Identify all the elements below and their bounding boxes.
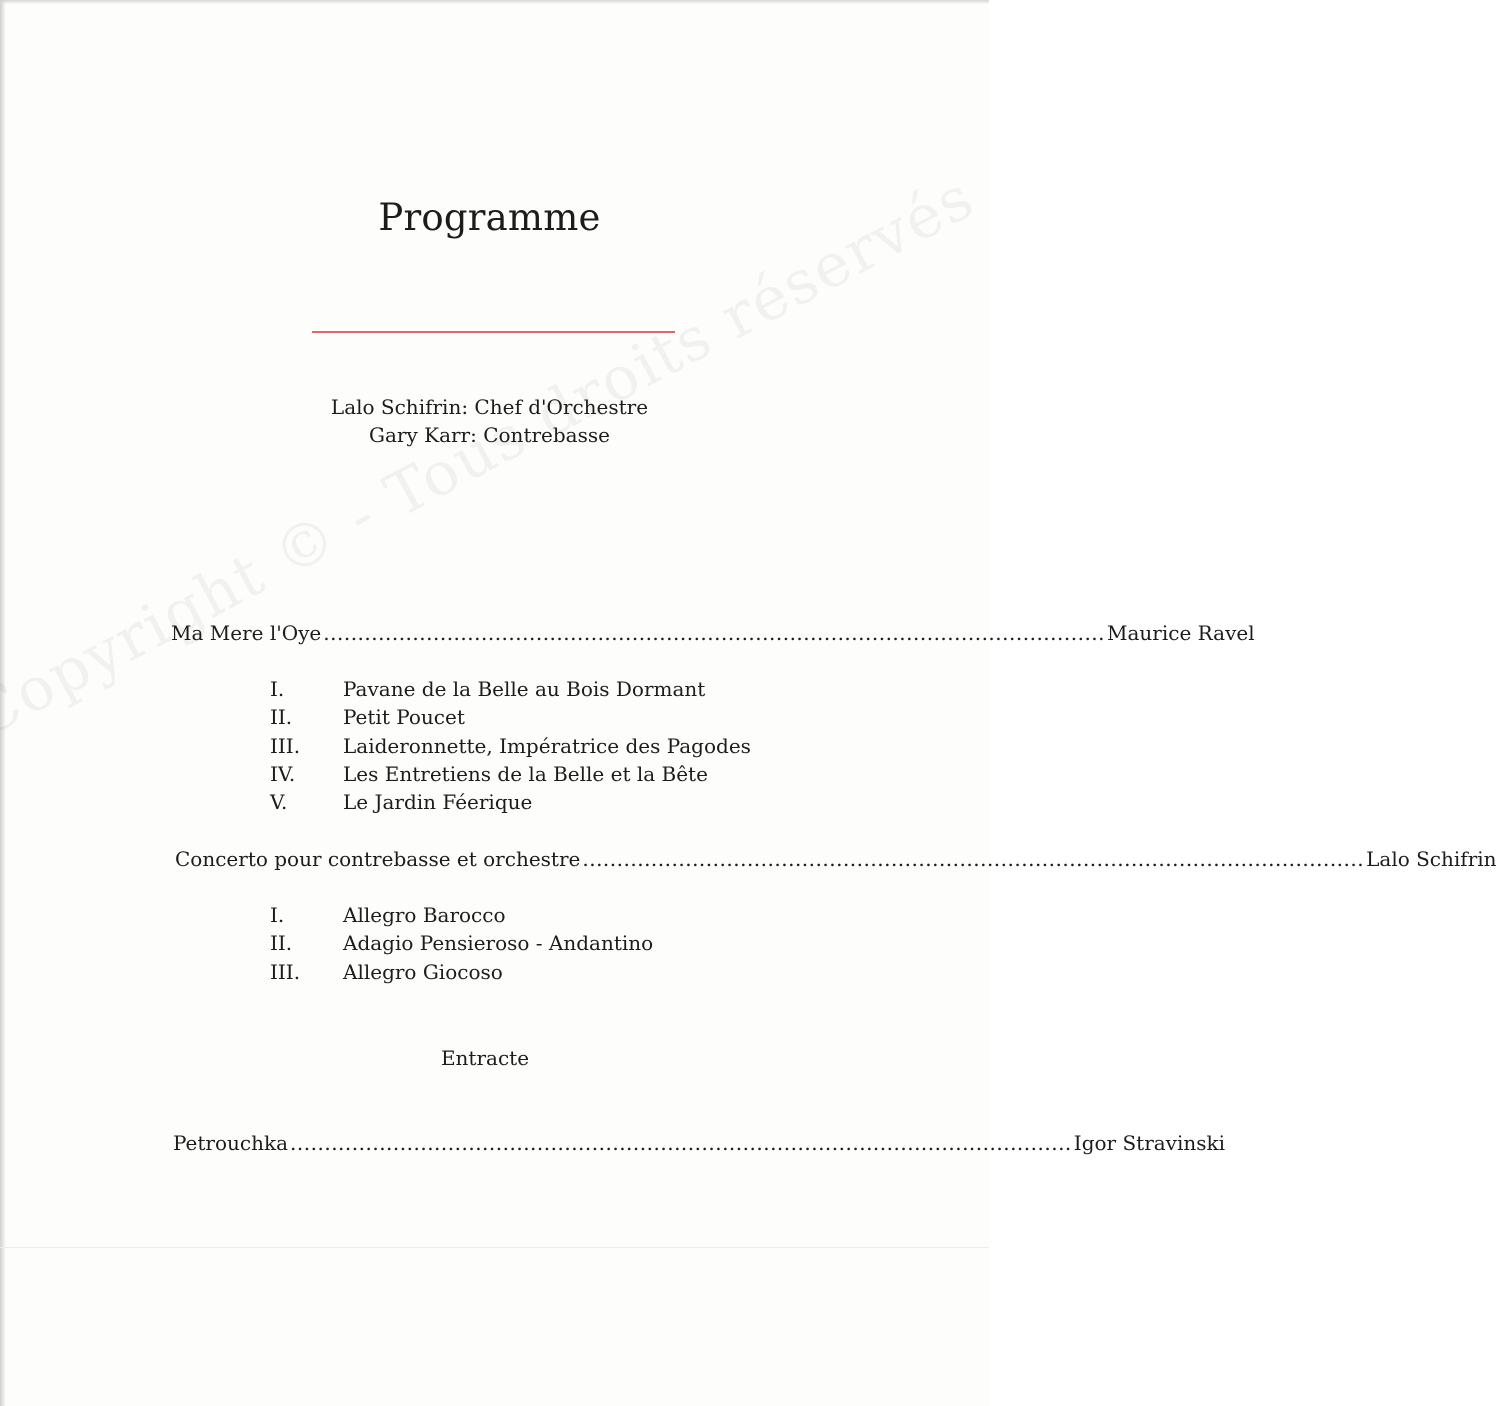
work-title: Concerto pour contrebasse et orchestre [175, 847, 581, 871]
movement-name: Les Entretiens de la Belle et la Bête [343, 761, 708, 786]
page-title: Programme [378, 196, 601, 239]
movement-name: Allegro Barocco [343, 903, 506, 927]
movement-list-ravel [270, 677, 751, 818]
movement-name: Petit Poucet [343, 705, 465, 730]
work-composer: Lalo Schifrin [1366, 847, 1497, 871]
conductor-credit: Lalo Schifrin: Chef d'Orchestre [330, 395, 649, 419]
title-divider [312, 331, 675, 333]
movement-number: III. [270, 733, 301, 758]
movement-name: Pavane de la Belle au Bois Dormant [343, 677, 706, 701]
movement-number: IV. [270, 761, 296, 786]
dot-leader: .................................................................................................................. [323, 621, 1106, 645]
movement-item [270, 677, 751, 705]
work-title: Petrouchka [173, 1131, 289, 1155]
movement-item [270, 903, 653, 931]
soloist-credit: Gary Karr: Contrebasse [369, 423, 610, 447]
movement-list-schifrin [270, 903, 653, 988]
work-composer: Maurice Ravel [1107, 621, 1255, 645]
work-entry-stravinski [173, 1131, 1226, 1155]
movement-number: I. [270, 903, 285, 927]
movement-item [270, 762, 751, 790]
movement-name: Adagio Pensieroso - Andantino [343, 931, 654, 956]
movement-item [270, 960, 653, 988]
intermission-label: Entracte [440, 1046, 530, 1070]
movement-number: II. [270, 931, 293, 956]
movement-name: Allegro Giocoso [343, 959, 503, 984]
movement-name: Le Jardin Féerique [343, 790, 533, 815]
work-entry-schifrin [175, 847, 1497, 871]
movement-number: V. [270, 790, 288, 815]
movement-item [270, 734, 751, 762]
movement-name: Laideronnette, Impératrice des Pagodes [343, 733, 751, 758]
page-fold-line [0, 1247, 989, 1248]
movement-item [270, 790, 751, 818]
movement-number: III. [270, 959, 301, 984]
work-entry-ravel [171, 621, 1255, 645]
movement-item [270, 705, 751, 733]
dot-leader: .................................................................................................................. [290, 1131, 1072, 1155]
scan-edge-shadow-top [0, 0, 989, 4]
movement-number: I. [270, 677, 285, 701]
movement-item [270, 931, 653, 959]
dot-leader: .................................................................................................................. [582, 847, 1365, 871]
movement-number: II. [270, 705, 293, 730]
work-composer: Igor Stravinski [1073, 1131, 1226, 1155]
work-title: Ma Mere l'Oye [171, 621, 322, 645]
copyright-watermark [0, 162, 986, 752]
